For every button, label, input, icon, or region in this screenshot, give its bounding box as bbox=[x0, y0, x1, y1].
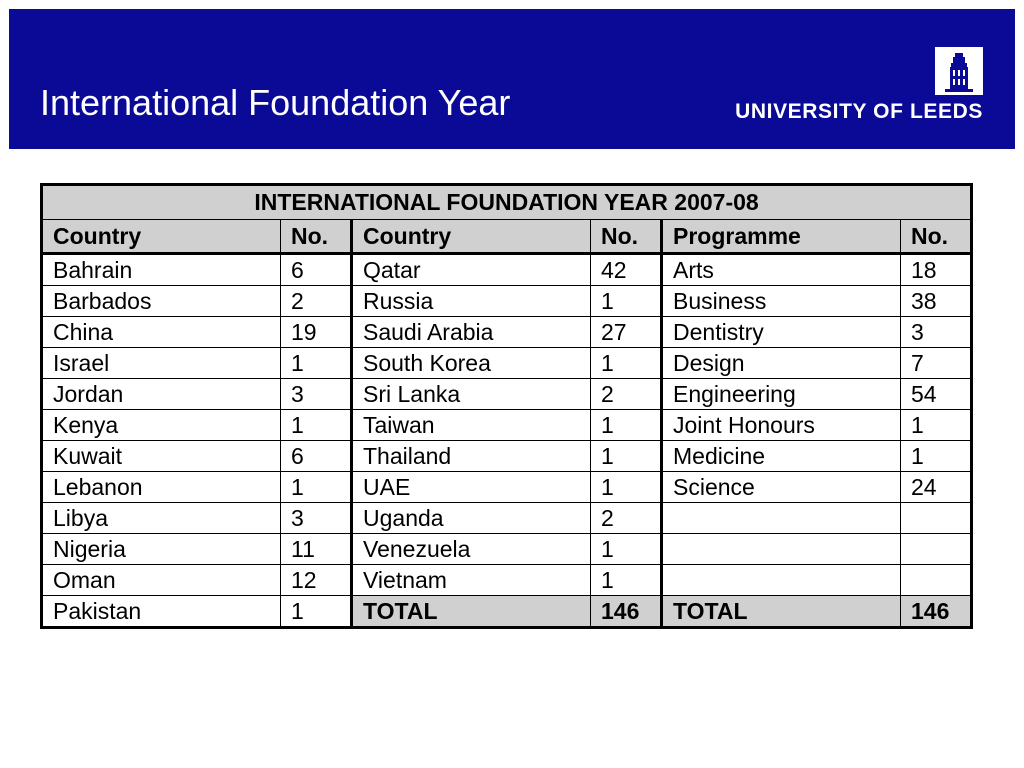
table-row bbox=[42, 410, 972, 441]
table-cell: Lebanon bbox=[42, 472, 281, 503]
table-cell: 1 bbox=[591, 348, 662, 379]
table-caption-row bbox=[42, 185, 972, 220]
table-cell: 27 bbox=[591, 317, 662, 348]
table-cell: Engineering bbox=[662, 379, 901, 410]
table-row bbox=[42, 317, 972, 348]
table-cell: Nigeria bbox=[42, 534, 281, 565]
foundation-year-table bbox=[40, 183, 973, 629]
table-cell: Russia bbox=[352, 286, 591, 317]
table-cell: 1 bbox=[281, 596, 352, 628]
table-cell: 6 bbox=[281, 441, 352, 472]
table-cell: Pakistan bbox=[42, 596, 281, 628]
table-cell bbox=[901, 565, 972, 596]
table-cell: 1 bbox=[281, 472, 352, 503]
table-cell: 1 bbox=[591, 410, 662, 441]
table-row bbox=[42, 503, 972, 534]
table-cell: 2 bbox=[281, 286, 352, 317]
table-cell: Libya bbox=[42, 503, 281, 534]
table-cell: Qatar bbox=[352, 254, 591, 286]
table-cell: Business bbox=[662, 286, 901, 317]
table-cell: 146 bbox=[591, 596, 662, 628]
header-banner bbox=[9, 9, 1015, 149]
table-row bbox=[42, 565, 972, 596]
table-header-row bbox=[42, 220, 972, 254]
table-cell: Barbados bbox=[42, 286, 281, 317]
table-cell: Thailand bbox=[352, 441, 591, 472]
table-cell: Venezuela bbox=[352, 534, 591, 565]
table-cell bbox=[662, 565, 901, 596]
parkinson-tower-crest-icon bbox=[935, 47, 983, 95]
table-cell: 1 bbox=[901, 410, 972, 441]
table-row bbox=[42, 348, 972, 379]
table-row bbox=[42, 441, 972, 472]
table-cell: Kuwait bbox=[42, 441, 281, 472]
table-cell: Bahrain bbox=[42, 254, 281, 286]
column-header: No. bbox=[901, 220, 972, 254]
table-cell: Dentistry bbox=[662, 317, 901, 348]
table-cell: Jordan bbox=[42, 379, 281, 410]
table-cell: 11 bbox=[281, 534, 352, 565]
table-cell: 3 bbox=[281, 503, 352, 534]
table-cell: Vietnam bbox=[352, 565, 591, 596]
table-cell: 3 bbox=[281, 379, 352, 410]
table-cell: 18 bbox=[901, 254, 972, 286]
table-cell: 1 bbox=[591, 286, 662, 317]
table-row bbox=[42, 286, 972, 317]
table-cell: 54 bbox=[901, 379, 972, 410]
table-cell: 1 bbox=[591, 472, 662, 503]
table-cell: 1 bbox=[901, 441, 972, 472]
table-cell: Medicine bbox=[662, 441, 901, 472]
table-body bbox=[42, 254, 972, 628]
table-cell: 19 bbox=[281, 317, 352, 348]
table-cell: South Korea bbox=[352, 348, 591, 379]
table-cell: 38 bbox=[901, 286, 972, 317]
table-cell: 146 bbox=[901, 596, 972, 628]
column-header: Programme bbox=[662, 220, 901, 254]
table-cell: 1 bbox=[591, 441, 662, 472]
table-cell: 12 bbox=[281, 565, 352, 596]
table-row bbox=[42, 472, 972, 503]
table-cell: 7 bbox=[901, 348, 972, 379]
column-header: Country bbox=[352, 220, 591, 254]
table-cell: Uganda bbox=[352, 503, 591, 534]
table-cell: Oman bbox=[42, 565, 281, 596]
table-cell: Design bbox=[662, 348, 901, 379]
page-title: International Foundation Year bbox=[40, 82, 511, 123]
table-cell: 42 bbox=[591, 254, 662, 286]
table-cell: Joint Honours bbox=[662, 410, 901, 441]
table-cell: Arts bbox=[662, 254, 901, 286]
table-cell: 2 bbox=[591, 379, 662, 410]
table-cell: Science bbox=[662, 472, 901, 503]
column-header: Country bbox=[42, 220, 281, 254]
table-cell bbox=[662, 534, 901, 565]
table-row bbox=[42, 596, 972, 628]
table-cell: 1 bbox=[281, 410, 352, 441]
table-cell: UAE bbox=[352, 472, 591, 503]
table-cell: Sri Lanka bbox=[352, 379, 591, 410]
table-cell bbox=[901, 503, 972, 534]
table-cell: Taiwan bbox=[352, 410, 591, 441]
table-cell: 1 bbox=[591, 534, 662, 565]
table-cell: Saudi Arabia bbox=[352, 317, 591, 348]
table-cell: 6 bbox=[281, 254, 352, 286]
table-row bbox=[42, 379, 972, 410]
table-row bbox=[42, 254, 972, 286]
table-row bbox=[42, 534, 972, 565]
table-cell: 3 bbox=[901, 317, 972, 348]
table-cell: 2 bbox=[591, 503, 662, 534]
table-caption: INTERNATIONAL FOUNDATION YEAR 2007-08 bbox=[42, 185, 972, 220]
table-cell bbox=[662, 503, 901, 534]
table-cell: 1 bbox=[281, 348, 352, 379]
table-cell: China bbox=[42, 317, 281, 348]
table-cell: Israel bbox=[42, 348, 281, 379]
table-cell: 1 bbox=[591, 565, 662, 596]
university-logo-text: UNIVERSITY OF LEEDS bbox=[735, 100, 983, 123]
table-cell: Kenya bbox=[42, 410, 281, 441]
column-header: No. bbox=[591, 220, 662, 254]
table-cell: TOTAL bbox=[662, 596, 901, 628]
table-cell: 24 bbox=[901, 472, 972, 503]
table-cell bbox=[901, 534, 972, 565]
table-cell: TOTAL bbox=[352, 596, 591, 628]
column-header: No. bbox=[281, 220, 352, 254]
